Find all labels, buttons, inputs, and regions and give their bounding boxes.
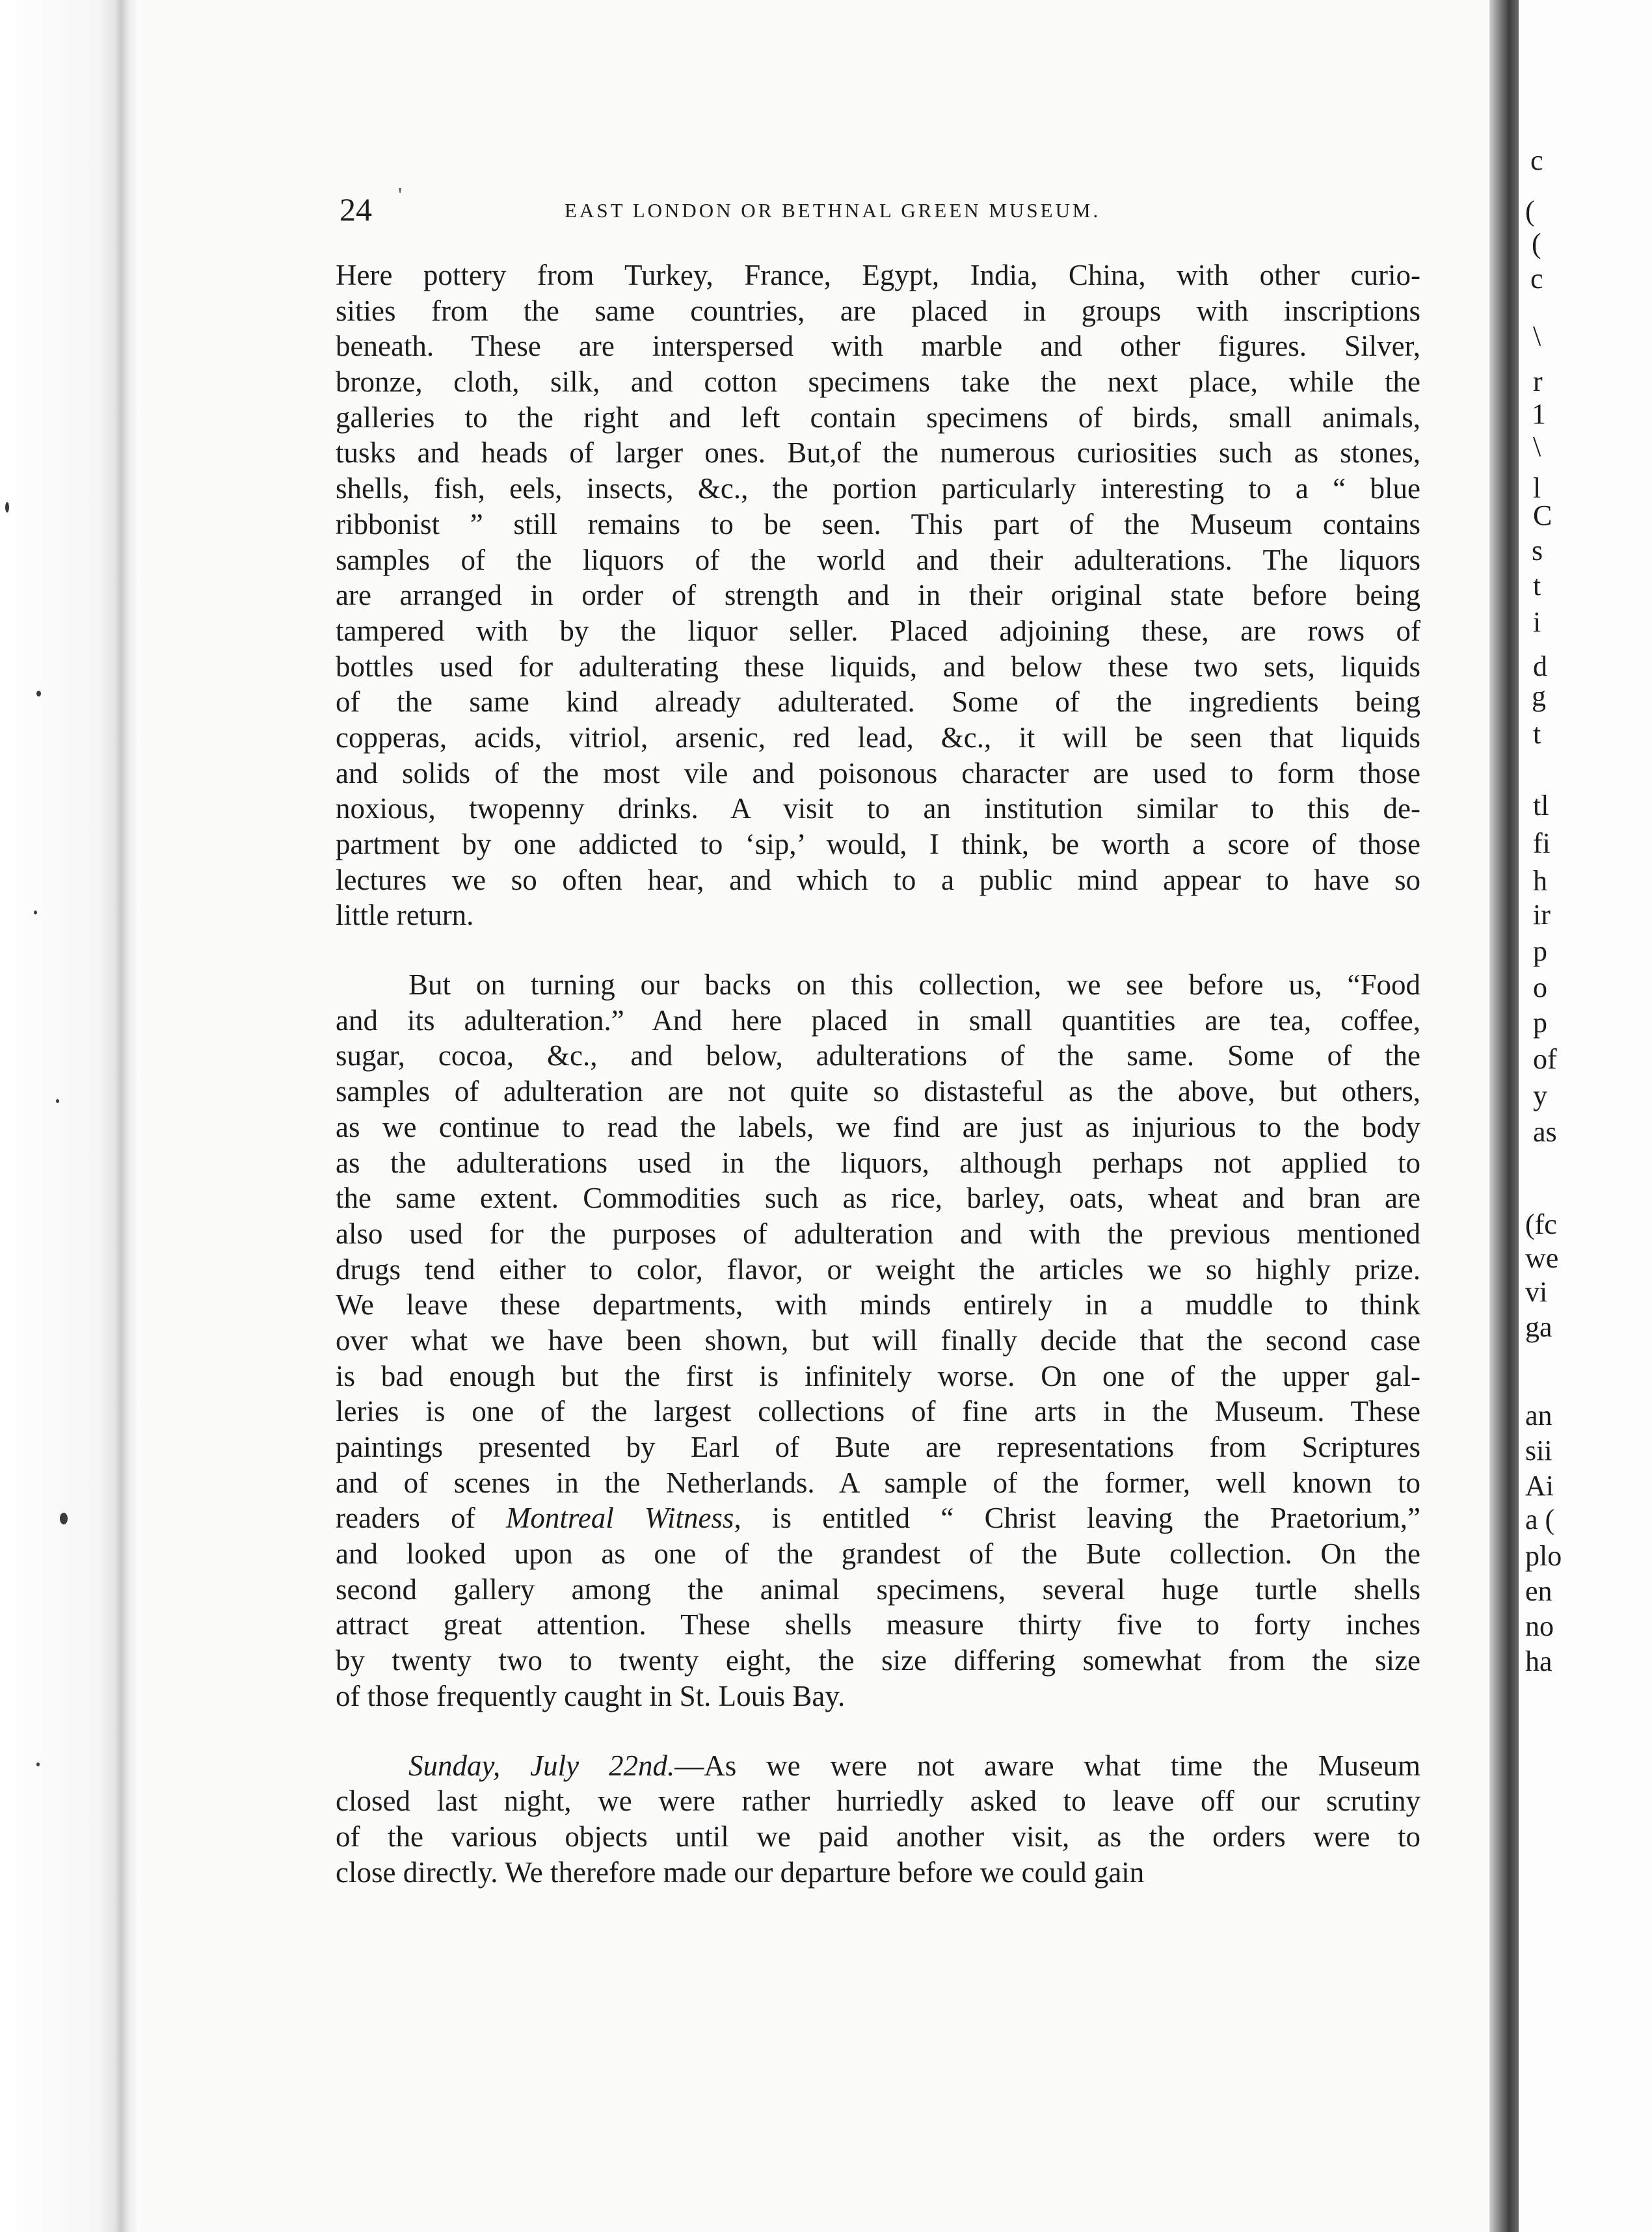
facing-page-letter: \ [1533,431,1541,462]
facing-page-letter: t [1533,718,1541,750]
text-line: Here pottery from Turkey, France, Egypt, India, China, with other curio- [336,259,1420,291]
text-line: attract great attention. These shells measure thirty five to forty inches [336,1608,1420,1641]
text-line: sities from the same countries, are placed in groups with inscriptions [336,294,1420,327]
text-line: galleries to the right and left contain specimens of birds, small animals, [336,401,1420,434]
speck [36,691,41,697]
facing-page-letter: c [1530,263,1543,295]
text-line: leries is one of the largest collections of fine arts in the Museum. These [336,1395,1420,1428]
text-line: as we continue to read the labels, we find are just as injurious to the body [336,1110,1420,1143]
text-line: the same extent. Commodities such as rice, barley, oats, wheat and bran are [336,1182,1420,1215]
page-edge-shadow [1489,0,1519,2232]
text-line: paintings presented by Earl of Bute are representations from Scriptures [336,1431,1420,1463]
facing-page-fragment [1519,0,1652,2232]
text-line: of those frequently caught in St. Louis Bay. [336,1679,846,1712]
text-line: of the same kind already adulterated. Some of the ingredients being [336,685,1420,719]
text-line: is bad enough but the first is infinitely worse. On one of the upper gal- [336,1359,1420,1392]
text-line: beneath. These are interspersed with marble and other figures. Silver, [336,330,1420,363]
facing-page-letter: 1 [1532,398,1546,430]
speck [5,502,9,512]
text-line: close directly. We therefore made our departure before we could gain [336,1855,1145,1889]
text-run: readers of [336,1502,506,1535]
facing-page-letter: l [1533,472,1541,504]
text-line: of the various objects until we paid another visit, as the orders were to [336,1820,1420,1853]
facing-page-letter: r [1533,365,1543,397]
facing-page-letter: d [1533,650,1547,682]
facing-page-letter: plo [1525,1540,1562,1572]
text-line: also used for the purposes of adulteration and with the previous mentioned [336,1217,1420,1250]
text-line: copperas, acids, vitriol, arsenic, red lead, &c., it will be seen that liquids [336,721,1420,754]
text-line: noxious, twopenny drinks. A visit to an institution similar to this de- [336,792,1420,825]
text-run: —As we were not aware what time the Museum [674,1749,1420,1782]
facing-page-letter: ( [1525,195,1535,227]
text-line: tusks and heads of larger ones. But,of the numerous curiosities such as stones, [336,436,1420,470]
facing-page-letter: h [1533,865,1547,897]
facing-page-letter: i [1533,606,1541,638]
facing-page-letter: C [1533,499,1552,531]
facing-page-letter: of [1533,1043,1557,1075]
text-line: shells, fish, eels, insects, &c., the portion particularly interesting to a “ blue [336,472,1420,505]
text-line: second gallery among the animal specimens, several huge turtle shells [336,1573,1420,1606]
facing-page-letter: Ai [1525,1470,1554,1502]
facing-page-letter: o [1533,972,1547,1003]
text-line: tampered with by the liquor seller. Placed adjoining these, are rows of [336,614,1420,647]
facing-page-letter: fi [1533,827,1551,859]
italic-text: Sunday, July 22nd. [408,1749,675,1782]
facing-page-letter: \ [1533,320,1541,352]
text-line: bronze, cloth, silk, and cotton specimens take the next place, while the [336,365,1420,399]
facing-page-letter: a ( [1525,1504,1555,1535]
facing-page-letter: an [1525,1400,1552,1431]
text-line: are arranged in order of strength and in their original state before being [336,579,1420,612]
facing-page-letter: we [1525,1242,1559,1274]
paragraph-gap [336,933,1420,967]
text-line: But on turning our backs on this collection, we see before us, “Food [408,968,1420,1002]
text-line: ribbonist ” still remains to be seen. This part of the Museum contains [336,507,1420,540]
page-number-mark: ' [398,183,403,207]
text-line: as the adulterations used in the liquors, although perhaps not applied to [336,1146,1420,1179]
text-line [336,1500,1420,1536]
facing-page-letter: g [1532,680,1546,712]
text-line: lectures we so often hear, and which to a public mind appear to have so [336,863,1420,896]
facing-page-letter: (fc [1525,1208,1557,1240]
body-text [336,258,1420,1890]
facing-page-letter: sii [1525,1435,1552,1467]
facing-page-letter: y [1533,1080,1547,1111]
facing-page-letter: s [1532,535,1543,566]
text-line: We leave these departments, with minds entirely in a muddle to think [336,1288,1420,1322]
text-line: bottles used for adulterating these liquids, and below these two sets, liquids [336,650,1420,683]
facing-page-letter: p [1533,1007,1547,1039]
facing-page-letter: ir [1533,899,1551,931]
text-line: closed last night, we were rather hurriedly asked to leave off our scrutiny [336,1785,1420,1818]
text-line: drugs tend either to color, flavor, or weight the articles we so highly prize. [336,1253,1420,1286]
facing-page-letter: no [1525,1610,1554,1642]
paragraph-gap [336,1714,1420,1748]
text-line: partment by one addicted to ‘sip,’ would, I think, be worth a score of those [336,828,1420,860]
text-line: by twenty two to twenty eight, the size differing somewhat from the size [336,1644,1420,1677]
facing-page-letter: ha [1525,1645,1552,1677]
speck [36,1762,40,1766]
facing-page-letter: p [1533,935,1547,967]
page-number: 24 [340,191,372,228]
speck [60,1513,68,1524]
facing-page-letter: vi [1525,1276,1548,1308]
speck [56,1099,59,1103]
text-line: and its adulteration.” And here placed in small quantities are tea, coffee, [336,1003,1420,1037]
speck [34,910,37,914]
text-line: samples of the liquors of the world and their adulterations. The liquors [336,543,1420,576]
facing-page-letter: ( [1532,228,1541,259]
text-line: over what we have been shown, but will finally decide that the second case [336,1323,1420,1357]
text-run: , is entitled “ Christ leaving the Praetorium,” [734,1502,1420,1535]
header-title: EAST LONDON OR BETHNAL GREEN MUSEUM. [565,199,1101,222]
text-line: samples of adulteration are not quite so distasteful as the above, but others, [336,1075,1420,1108]
text-line: sugar, cocoa, &c., and below, adulterations of the same. Some of the [336,1039,1420,1072]
text-line: and looked upon as one of the grandest of the Bute collection. On the [336,1537,1420,1571]
italic-text: Montreal Witness [505,1502,734,1535]
facing-page-letter: as [1533,1116,1557,1148]
text-line: little return. [336,899,474,932]
text-line: and solids of the most vile and poisonous character are used to form those [336,756,1420,790]
text-line: and of scenes in the Netherlands. A sample of the former, well known to [336,1466,1420,1499]
binding-gutter [0,0,137,2232]
text-line [336,1748,1420,1784]
facing-page-letter: c [1530,144,1543,176]
facing-page-letter: t [1533,570,1541,602]
facing-page-letter: ga [1525,1311,1552,1343]
facing-page-letter: en [1525,1575,1552,1607]
facing-page-letter: tl [1533,790,1549,821]
